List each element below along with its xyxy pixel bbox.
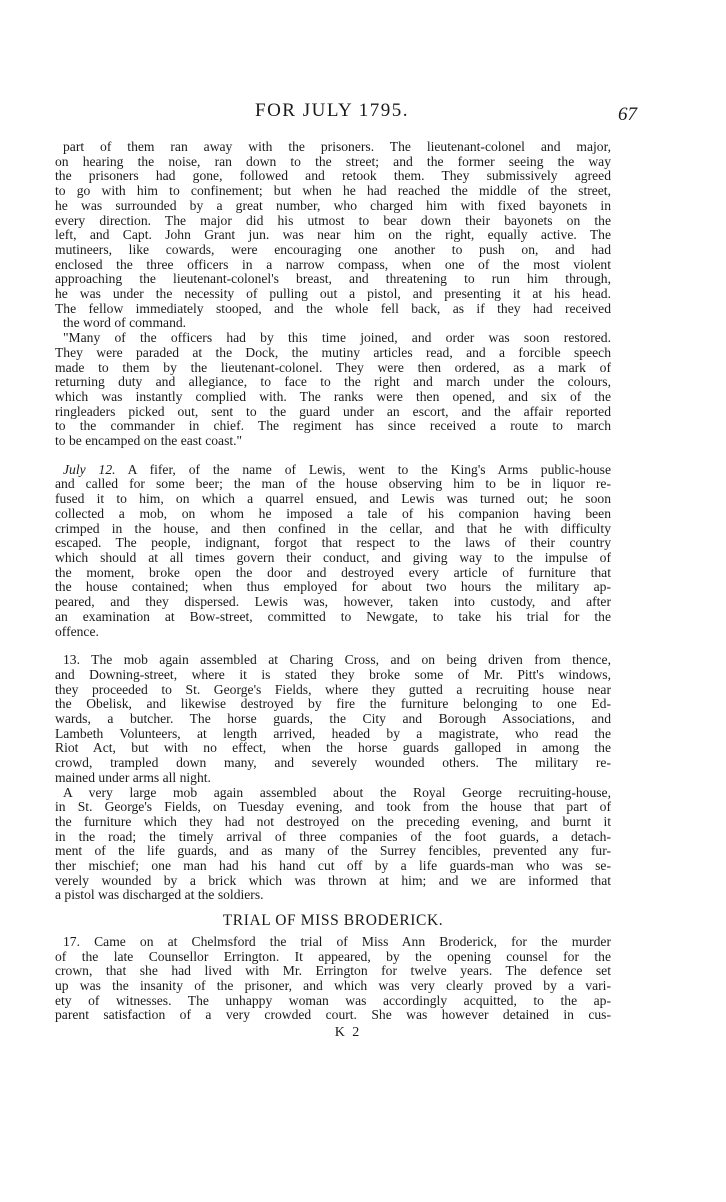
text-line: verely wounded by a brick which was thrown at him; and we are informed that: [55, 872, 611, 888]
text-line: the house contained; when thus employed for about two hours the military ap-: [55, 579, 611, 595]
text-line: crowd, trampled down many, and severely wounded others. The military re-: [55, 755, 611, 771]
text-line: 13. The mob again assembled at Charing Cross, and on being driven from thence,: [63, 652, 611, 668]
running-head: FOR JULY 1795.: [255, 100, 410, 121]
text-line: escaped. The people, indignant, forgot that respect to the laws of their country: [55, 535, 611, 551]
text-line: he was surrounded by a great number, who charged him with fixed bayonets in: [55, 197, 611, 213]
text-line: made to them by the lieutenant-colonel. They were then ordered, as a mark of: [55, 359, 611, 375]
paragraph-july-13: [55, 653, 611, 771]
text-line: and called for some beer; the man of the house observing him to be in liquor re-: [55, 476, 611, 492]
text-line: part of them ran away with the prisoners. The lieutenant-colonel and major,: [63, 139, 611, 154]
paragraph-july-12: [55, 463, 611, 625]
paragraph-gap: [55, 639, 611, 653]
text-line-end: mained under arms all night.: [55, 769, 211, 785]
text-line: The fellow immediately stooped, and the whole fell back, as if they had received: [55, 300, 611, 316]
paragraph-order-restored: [55, 331, 611, 434]
text-line-end: the word of command.: [63, 315, 187, 331]
text-line: in the road; the timely arrival of three companies of the foot guards, a detach-: [55, 828, 611, 844]
document-page: [55, 100, 637, 1041]
text-line: returning duty and allegiance, to face to the right and march under the colours,: [55, 374, 611, 390]
text-line: wards, a butcher. The horse guards, the City and Borough Associations, and: [55, 711, 611, 727]
page-header: [55, 100, 637, 140]
text-line: on hearing the noise, ran down to the street; and the former seeing the way: [55, 153, 611, 169]
text-line: parent satisfaction of a very crowded court. She was however detained in cus-: [55, 1007, 611, 1023]
text-line: Riot Act, but with no effect, when the horse guards galloped in among the: [55, 740, 611, 756]
page-number: 67: [618, 104, 637, 125]
text-line: ment of the life guards, and as many of the Surrey fencibles, prevented any fur-: [55, 843, 611, 859]
text-line: fused it to him, on which a quarrel ensued, and Lewis was turned out; he soon: [55, 491, 611, 507]
text-line: collected a mob, on whom he imposed a tale of his companion having been: [55, 505, 611, 521]
text-line: up was the insanity of the prisoner, and which was very clearly proved by a vari-: [55, 977, 611, 993]
signature-mark: K 2: [334, 1025, 362, 1041]
date-lead: July 12.: [63, 461, 116, 477]
text-line: ringleaders picked out, sent to the guard under an escort, and the affair reported: [55, 403, 611, 419]
text-line-end: a pistol was discharged at the soldiers.: [55, 887, 264, 903]
text-line: to go with him to confinement; but when he had reached the middle of the street,: [55, 183, 611, 199]
text-line: approaching the lieutenant-colonel's breast, and threatening to run him through,: [55, 271, 611, 287]
text-line: the moment, broke open the door and destroyed every article of furniture that: [55, 564, 611, 580]
paragraph-trial: [55, 935, 611, 1023]
text-line: ety of witnesses. The unhappy woman was accordingly acquitted, to the ap-: [55, 992, 611, 1008]
text-line: which was instantly complied with. The ranks were then opened, and six of the: [55, 388, 611, 404]
text-line: and Downing-street, where it is stated they broke some of Mr. Pitt's windows,: [55, 666, 611, 682]
text-line: crown, that she had lived with Mr. Errington for twelve years. The defence set: [55, 963, 611, 979]
section-title: TRIAL OF MISS BRODERICK.: [222, 912, 444, 930]
text-line: the prisoners had gone, followed and retook them. They submissively agreed: [55, 168, 611, 184]
text-line: in St. George's Fields, on Tuesday evening, and took from the house that part of: [55, 799, 611, 815]
text-line: crimped in the house, and then confined in the cellar, and that he with difficulty: [55, 520, 611, 536]
article-body: [55, 140, 611, 1041]
text-line: the furniture which they had not destroyed on the preceding evening, and burnt it: [55, 813, 611, 829]
text-line: to the commander in chief. The regiment has since received a route to march: [55, 418, 611, 434]
paragraph-royal-george: [55, 786, 611, 889]
text-line: They were paraded at the Dock, the mutiny articles read, and a forcible speech: [55, 344, 611, 360]
paragraph-gap: [55, 449, 611, 463]
text-line: 17. Came on at Chelmsford the trial of Miss Ann Broderick, for the murder: [63, 933, 611, 949]
text-line: the Obelisk, and likewise destroyed by fire the furniture belonging to one Ed-: [55, 696, 611, 712]
text-line: ther mischief; one man had his hand cut off by a life guards-man who was se-: [55, 858, 611, 874]
text-line: of the late Counsellor Errington. It appeared, by the opening counsel for the: [55, 948, 611, 964]
text-line: A very large mob again assembled about the Royal George recruiting-house,: [63, 784, 611, 800]
paragraph-mutiny-continued: [55, 140, 611, 316]
text-line: he was under the necessity of pulling out a pistol, and presenting it at his head.: [55, 286, 611, 302]
text-line: which should at all times govern their conduct, and giving way to the impulse of: [55, 549, 611, 565]
text-line: an examination at Bow-street, committed to Newgate, to take his trial for the: [55, 608, 611, 624]
text-line: left, and Capt. John Grant jun. was near him on the right, equally active. The: [55, 227, 611, 243]
text-line: enclosed the three officers in a narrow compass, when one of the most violent: [55, 256, 611, 272]
text-line: they proceeded to St. George's Fields, where they gutted a recruiting house near: [55, 681, 611, 697]
text-line: mutineers, like cowards, were encouraging one another to push on, and had: [55, 241, 611, 257]
text-line: peared, and they dispersed. Lewis was, however, taken into custody, and after: [55, 594, 611, 610]
text-line-end: to be encamped on the east coast.": [55, 433, 243, 449]
text-line: A fifer, of the name of Lewis, went to the King's Arms public-house: [115, 461, 611, 477]
text-line: "Many of the officers had by this time joined, and order was soon restored.: [63, 330, 611, 346]
text-line: every direction. The major did his utmost to bear down their bayonets on the: [55, 212, 611, 228]
text-line: Lambeth Volunteers, at length arrived, headed by a magistrate, who read the: [55, 725, 611, 741]
text-line-end: offence.: [55, 623, 99, 639]
